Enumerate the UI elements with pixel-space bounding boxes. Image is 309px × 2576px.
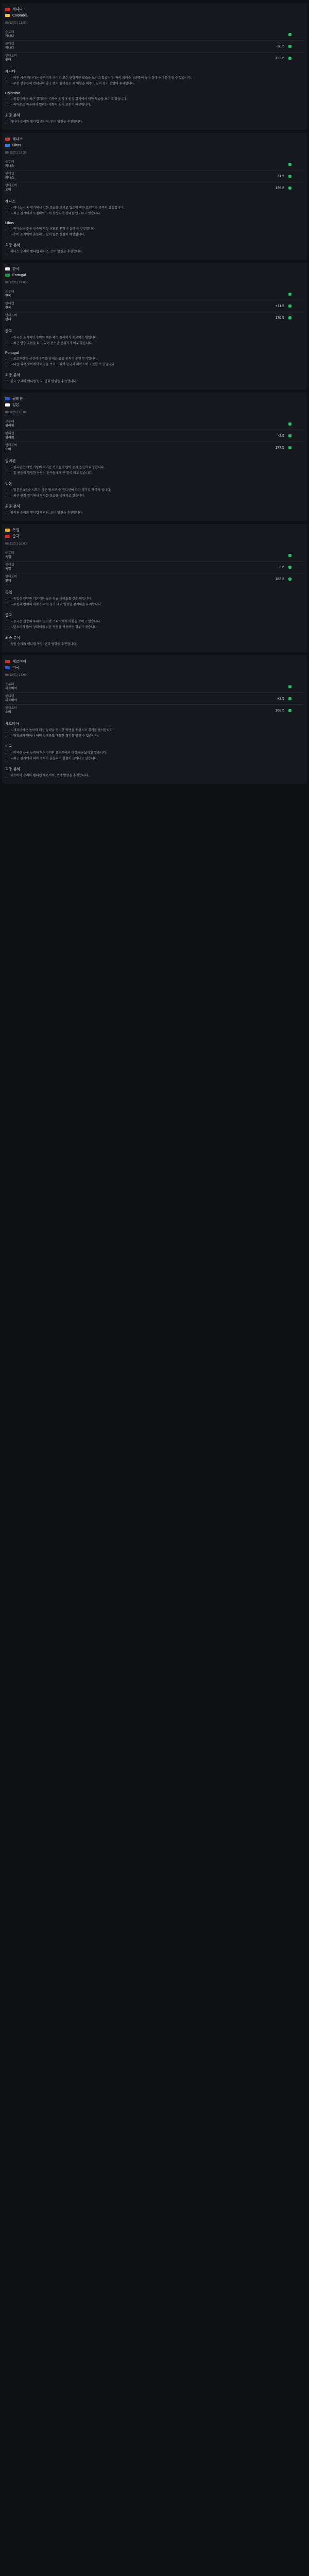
- odds-row[interactable]: [5, 182, 304, 194]
- odds-pick: 필리핀: [5, 436, 14, 439]
- odds-pick: 한국: [5, 307, 11, 310]
- pick-list: [5, 774, 304, 778]
- analysis-item: • ㄴ세르비아는 높이와 패싱 능력을 겸비한 빅맨을 중심으로 경기를 풀어갑니다.: [10, 728, 304, 733]
- odds-row[interactable]: [5, 40, 304, 52]
- team-a-flag-icon: [5, 8, 10, 11]
- team-b-name: 미국: [12, 666, 20, 670]
- odds-label: 핸디캡 필리핀: [5, 432, 82, 440]
- odds-value: +11.5: [275, 304, 284, 308]
- pick-indicator-icon: [288, 57, 291, 60]
- odds-row[interactable]: [5, 170, 304, 182]
- team-b-flag-icon: [5, 535, 10, 538]
- pick-title: 최종 분석: [5, 505, 20, 509]
- pick-indicator-icon: [288, 316, 291, 319]
- odds-label: 언더오버 오버: [5, 184, 82, 192]
- match-time: 09/12(토) 17:00: [5, 674, 27, 677]
- analysis-list-b: [5, 488, 304, 499]
- odds-label: 언더오버 언더: [5, 314, 82, 322]
- odds-label: 승무패 캐나다: [5, 30, 82, 39]
- odds-row[interactable]: [5, 550, 304, 561]
- pick-indicator-icon: [288, 566, 291, 569]
- team-b-flag-icon: [5, 274, 10, 277]
- odds-label: 핸디캡 캐나다: [5, 42, 82, 50]
- analysis-title-b: 중국: [5, 614, 12, 617]
- odds-pick: 독일: [5, 568, 11, 571]
- analysis-item: • ㄴ리바스는 주축 선수의 부상 이탈로 전력 손실이 큰 상황입니다.: [10, 227, 304, 232]
- odds-pick: 오버: [5, 711, 11, 714]
- analysis-item: • ㄴ최근 원정 경기에서 부진한 모습을 이어가고 있습니다.: [10, 494, 304, 499]
- analysis-item: • ㄴ리바운드 싸움에서 밀리는 경향이 있어 고전이 예상됩니다.: [10, 103, 304, 108]
- analysis-item: • ㄴ최근 경기에서 득점력이 크게 향상되어 상대를 압도하고 있습니다.: [10, 212, 304, 216]
- team-a-name: 캐나다: [12, 8, 23, 11]
- team-b-flag-icon: [5, 144, 10, 147]
- pick-indicator-icon: [288, 578, 291, 581]
- odds-row[interactable]: [5, 561, 304, 573]
- match-header: [5, 266, 304, 284]
- odds-table: [5, 550, 304, 585]
- match-time: 09/12(토) 14:00: [5, 281, 27, 284]
- analysis-item: • ㄴ최근 연승 흐름을 타고 있어 선수단 분위기가 매우 좋습니다.: [10, 342, 304, 346]
- pick-title: 최종 분석: [5, 374, 20, 377]
- team-a-flag-icon: [5, 397, 10, 400]
- odds-pick: 세르비아: [5, 687, 18, 690]
- pick-indicator-icon: [288, 187, 291, 190]
- match-time: 09/12(토) 16:00: [5, 543, 27, 546]
- odds-table: [5, 418, 304, 453]
- match-header: [5, 658, 304, 677]
- analysis-list-b: [5, 97, 304, 108]
- odds-value: -2.5: [278, 434, 284, 438]
- analysis-title: 필리핀: [5, 460, 16, 463]
- team-a-name: 독일: [12, 529, 20, 532]
- pick-title: 최종 분석: [5, 636, 20, 640]
- analysis-title-b: Portugal: [5, 351, 19, 355]
- odds-pick: 세르비아: [5, 699, 18, 702]
- analysis-list: [5, 336, 304, 346]
- analysis-item: • ㄴ이번 시즌 캐나다는 공격력과 수비력 모두 안정적인 모습을 보이고 있습니다. 특히 외곽슛 성공률이 높아 상대 수비를 흔들 수 있습니다.: [10, 76, 304, 81]
- team-b-flag-icon: [5, 666, 10, 669]
- analysis-item: • ㄴ독일은 탄탄한 기본기와 높은 전술 이해도를 갖춘 팀입니다.: [10, 597, 304, 602]
- team-a-flag-icon: [5, 529, 10, 532]
- pick-indicator-icon: [288, 709, 291, 712]
- team-a-flag-icon: [5, 660, 10, 663]
- odds-pick: 오버: [5, 448, 11, 451]
- odds-value: 177.5: [275, 446, 284, 450]
- match-time: 09/12(토) 13:00: [5, 22, 27, 25]
- team-b-name: Portugal: [12, 273, 26, 277]
- odds-row[interactable]: [5, 704, 304, 716]
- odds-value: 170.5: [275, 316, 284, 320]
- odds-row[interactable]: [5, 300, 304, 312]
- pick-item: • 독일 승리와 핸디캡 독일, 언더 방향을 추천합니다.: [10, 642, 304, 647]
- match-list: [0, 0, 309, 790]
- pick-indicator-icon: [288, 175, 291, 178]
- odds-value: 183.5: [275, 577, 284, 581]
- odds-value: 139.5: [275, 186, 284, 190]
- analysis-item: • ㄴ수비 조직력이 흔들리고 있어 많은 실점이 예상됩니다.: [10, 233, 304, 238]
- odds-row[interactable]: [5, 692, 304, 704]
- odds-label: 승무패 필리핀: [5, 420, 82, 428]
- pick-indicator-icon: [288, 434, 291, 437]
- team-a-name: 한국: [12, 267, 20, 271]
- match-header: [5, 527, 304, 546]
- odds-label: 핸디캡 한국: [5, 302, 82, 310]
- analysis-item: • ㄴ홈 팬들의 열렬한 응원이 선수들에게 큰 힘이 되고 있습니다.: [10, 471, 304, 476]
- odds-row[interactable]: [5, 430, 304, 442]
- team-b-name: 중국: [12, 535, 20, 538]
- pick-indicator-icon: [288, 163, 291, 166]
- odds-label: 승무패 한국: [5, 290, 82, 298]
- analysis-list: [5, 76, 304, 87]
- pick-item: • 한국 승리와 핸디캡 한국, 언더 방향을 추천합니다.: [10, 380, 304, 384]
- pick-indicator-icon: [288, 33, 291, 36]
- pick-indicator-icon: [288, 304, 291, 308]
- odds-label: 승무패 레나스: [5, 160, 82, 168]
- odds-pick: 레나스: [5, 177, 14, 180]
- odds-label: 언더오버 오버: [5, 706, 82, 715]
- odds-row[interactable]: [5, 681, 304, 692]
- pick-title: 최종 분석: [5, 768, 20, 771]
- match-time: 09/12(토) 13:30: [5, 151, 27, 155]
- match-card: [2, 133, 307, 260]
- pick-indicator-icon: [288, 446, 291, 449]
- odds-row[interactable]: [5, 312, 304, 324]
- analysis-title: 세르비아: [5, 722, 20, 726]
- odds-pick: 캐나다: [5, 47, 14, 50]
- analysis-item: • ㄴ다만 외곽 수비에서 허점을 보이고 있어 한국의 외곽포에 고전할 수 있습니다.: [10, 363, 304, 367]
- analysis-list-b: [5, 227, 304, 238]
- team-b-flag-icon: [5, 14, 10, 17]
- pick-indicator-icon: [288, 554, 291, 557]
- odds-pick: 오버: [5, 189, 11, 192]
- match-header: [5, 396, 304, 414]
- odds-pick: 한국: [5, 295, 11, 298]
- odds-label: 핸디캡 독일: [5, 563, 82, 571]
- odds-row[interactable]: [5, 52, 304, 64]
- analysis-list-b: [5, 357, 304, 367]
- analysis-item: • ㄴ턴오버가 많아 상대에게 쉬운 득점을 허용하는 경우가 잦습니다.: [10, 625, 304, 630]
- match-card: [2, 3, 307, 130]
- analysis-item: • ㄴ팀워크가 뛰어나 어떤 상대와도 대등한 경기를 펼칠 수 있습니다.: [10, 734, 304, 739]
- analysis-item: • ㄴ중국은 신장의 우위가 있지만 스피드에서 약점을 보이고 있습니다.: [10, 620, 304, 624]
- odds-value: -3.5: [278, 565, 284, 569]
- odds-pick: 캐나다: [5, 35, 14, 38]
- pick-indicator-icon: [288, 45, 291, 48]
- analysis-item: • ㄴ미국은 운동 능력이 뛰어나지만 조직력에서 아쉬움을 보이고 있습니다.: [10, 751, 304, 756]
- odds-value: +2.5: [277, 697, 284, 701]
- analysis-item: • ㄴ콜롬비아는 최근 경기력이 기복이 심하며 원정 경기에서 약한 모습을 보이고 있습니다.: [10, 97, 304, 102]
- odds-row[interactable]: [5, 159, 304, 170]
- match-header: [5, 136, 304, 155]
- analysis-item: • ㄴ필리핀은 개인 기량이 뛰어난 선수들이 많아 공격 옵션이 다양합니다.: [10, 466, 304, 470]
- analysis-title-b: 일본: [5, 482, 12, 486]
- pick-item: • 레나스 승리와 핸디캡 레나스, 오버 방향을 추천합니다.: [10, 250, 304, 255]
- odds-row[interactable]: [5, 418, 304, 430]
- pick-item: • 세르비아 승리와 핸디캡 세르비아, 오버 방향을 추천합니다.: [10, 774, 304, 778]
- odds-label: 핸디캡 레나스: [5, 172, 82, 180]
- odds-value: -11.5: [276, 174, 284, 178]
- pick-indicator-icon: [288, 697, 291, 700]
- analysis-item: • ㄴ포르투갈은 신장의 우위를 앞세운 골밑 공격이 주된 무기입니다.: [10, 357, 304, 362]
- odds-row[interactable]: [5, 573, 304, 585]
- analysis-item: • ㄴ주전과 벤치의 격차가 작아 경기 내내 일정한 경기력을 유지합니다.: [10, 603, 304, 607]
- odds-row[interactable]: [5, 289, 304, 300]
- analysis-item: • ㄴ주전 선수들의 컨디션이 좋고 벤치 멤버들도 제 역할을 해주고 있어 경기 운영에 유리합니다.: [10, 82, 304, 87]
- analysis-title: 한국: [5, 330, 12, 333]
- odds-row[interactable]: [5, 29, 304, 40]
- match-card: [2, 524, 307, 652]
- match-card: [2, 393, 307, 521]
- match-card: [2, 655, 307, 784]
- odds-table: [5, 159, 304, 194]
- odds-value: 133.5: [275, 56, 284, 60]
- analysis-list-b: [5, 620, 304, 630]
- team-a-name: 필리핀: [12, 397, 23, 401]
- odds-label: 언더오버 언더: [5, 54, 82, 62]
- team-b-name: Libas: [12, 143, 21, 147]
- analysis-title: 캐나다: [5, 70, 16, 74]
- pick-title: 최종 분석: [5, 114, 20, 117]
- pick-list: [5, 250, 304, 255]
- team-a-flag-icon: [5, 267, 10, 270]
- pick-indicator-icon: [288, 685, 291, 688]
- odds-pick: 독일: [5, 556, 11, 559]
- team-a-name: 세르비아: [12, 660, 27, 664]
- odds-label: 승무패 세르비아: [5, 683, 82, 691]
- odds-pick: 필리핀: [5, 425, 14, 428]
- analysis-item: • ㄴ레나스는 홈 경기에서 강한 모습을 보이고 있으며 빠른 트랜지션 공격이 강점입니다.: [10, 206, 304, 211]
- pick-list: [5, 120, 304, 125]
- match-card: [2, 263, 307, 389]
- odds-pick: 언더: [5, 580, 11, 583]
- pick-list: [5, 642, 304, 647]
- analysis-list: [5, 206, 304, 216]
- team-b-name: 일본: [12, 403, 20, 407]
- odds-value: 168.5: [275, 708, 284, 713]
- odds-table: [5, 29, 304, 64]
- analysis-title: 레나스: [5, 200, 16, 204]
- analysis-item: • ㄴ최근 경기에서 외곽 수비가 흔들리며 실점이 늘어나고 있습니다.: [10, 757, 304, 761]
- pick-indicator-icon: [288, 293, 291, 296]
- analysis-list: [5, 597, 304, 607]
- odds-label: 핸디캡 세르비아: [5, 694, 82, 703]
- match-header: [5, 6, 304, 25]
- analysis-list: [5, 728, 304, 739]
- pick-list: [5, 380, 304, 384]
- pick-title: 최종 분석: [5, 244, 20, 247]
- analysis-title-b: Colombia: [5, 92, 21, 95]
- pick-item: • 필리핀 승리와 핸디캡 필리핀, 오버 방향을 추천합니다.: [10, 511, 304, 516]
- analysis-title: 독일: [5, 591, 12, 595]
- analysis-list: [5, 466, 304, 476]
- team-b-flag-icon: [5, 403, 10, 406]
- odds-label: 언더오버 오버: [5, 444, 82, 452]
- analysis-list-b: [5, 751, 304, 761]
- odds-row[interactable]: [5, 442, 304, 453]
- analysis-item: • ㄴ한국은 조직적인 수비와 빠른 패스 플레이가 돋보이는 팀입니다.: [10, 336, 304, 341]
- pick-indicator-icon: [288, 422, 291, 426]
- pick-item: • 캐나다 승리와 핸디캡 캐나다, 언더 방향을 추천합니다.: [10, 120, 304, 125]
- analysis-item: • ㄴ일본은 3점슛 시도가 많은 팀으로 슛 컨디션에 따라 경기력 차이가 큽니다.: [10, 488, 304, 493]
- analysis-title-b: Libas: [5, 222, 14, 225]
- pick-list: [5, 511, 304, 516]
- odds-table: [5, 289, 304, 324]
- team-a-name: 레나스: [12, 138, 23, 141]
- odds-pick: 레나스: [5, 165, 14, 168]
- team-b-name: Colombia: [12, 13, 28, 18]
- odds-pick: 언더: [5, 59, 11, 62]
- odds-value: -30.5: [276, 44, 284, 48]
- odds-pick: 언더: [5, 318, 11, 321]
- odds-label: 승무패 독일: [5, 551, 82, 560]
- match-time: 09/12(토) 15:00: [5, 411, 27, 414]
- odds-label: 언더오버 언더: [5, 575, 82, 583]
- team-a-flag-icon: [5, 138, 10, 141]
- analysis-title-b: 미국: [5, 745, 12, 749]
- odds-table: [5, 681, 304, 716]
